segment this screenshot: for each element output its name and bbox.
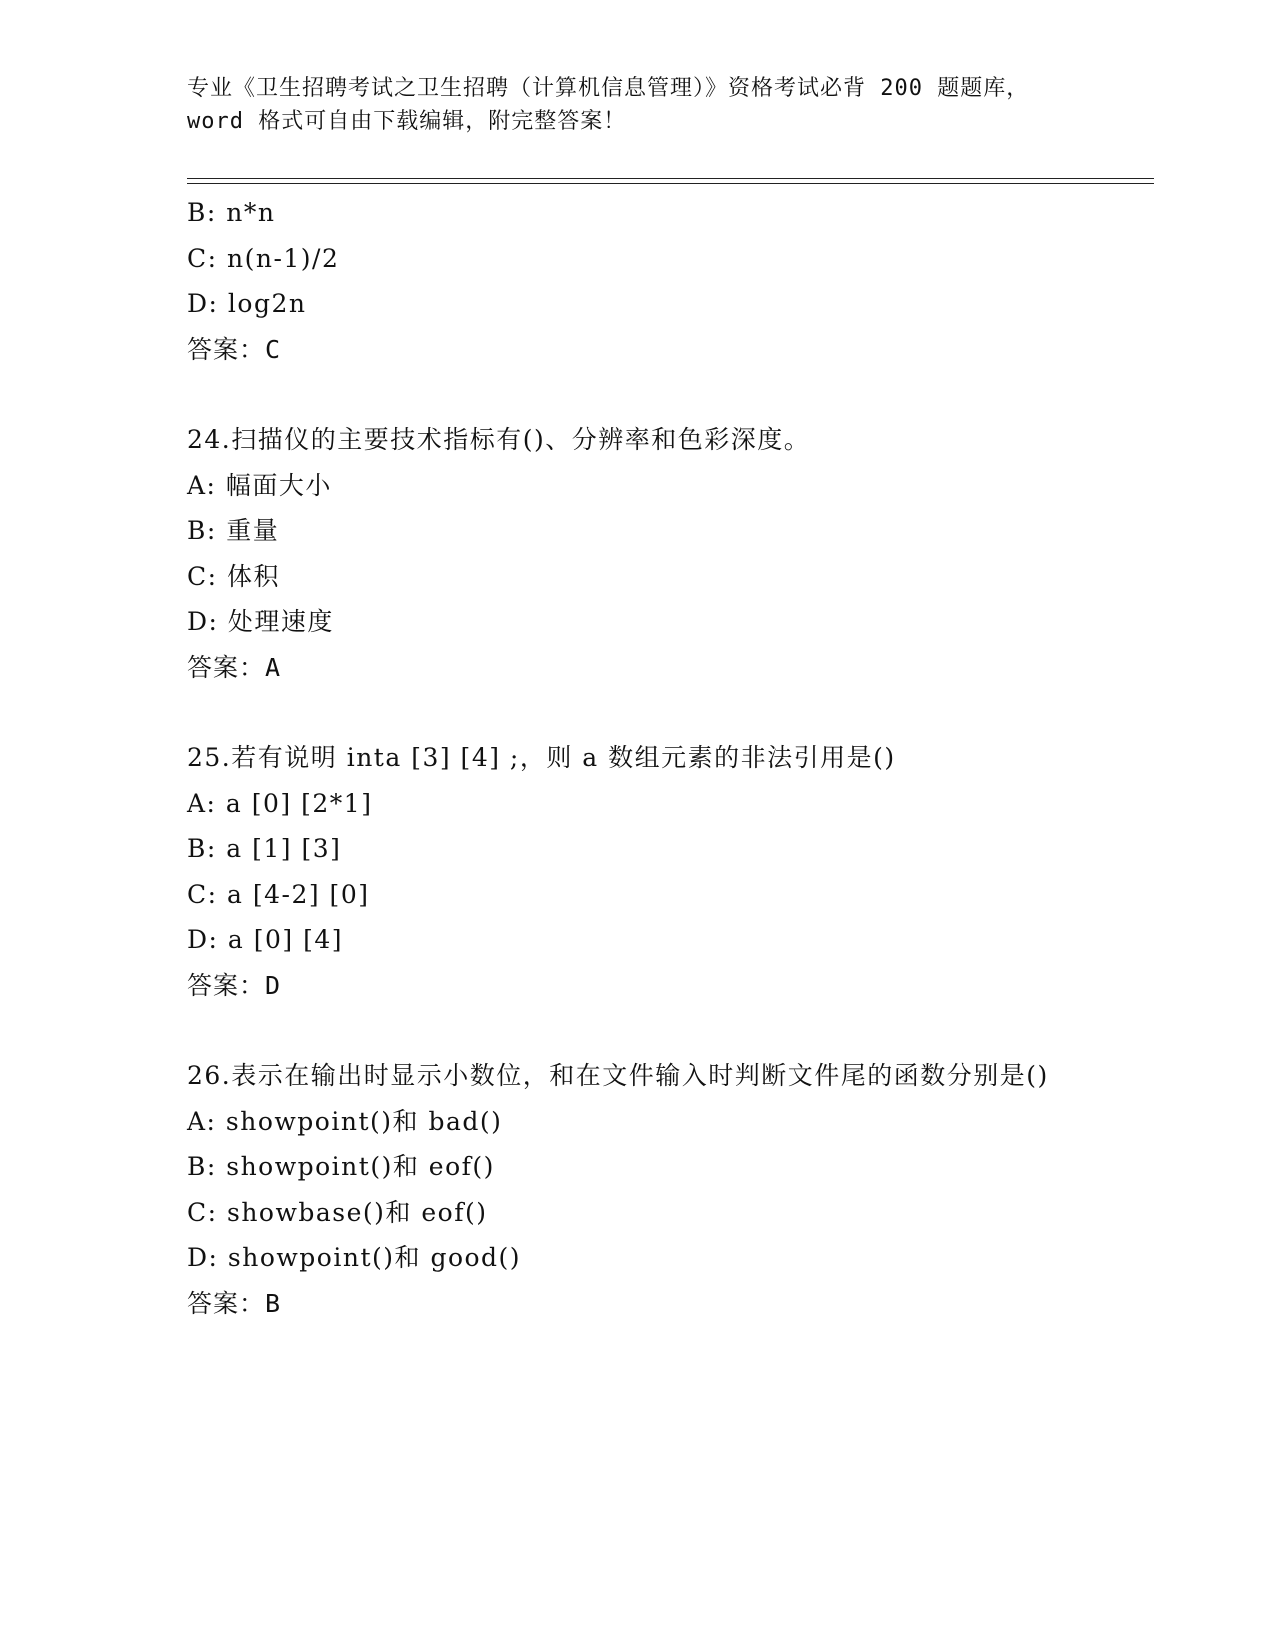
- answer: 答案：A: [187, 652, 282, 682]
- question-25: [187, 735, 1087, 1008]
- header-line-2: word 格式可自由下载编辑，附完整答案！: [187, 109, 627, 134]
- document-body: [187, 190, 1087, 1326]
- option-b: B: n*n: [187, 198, 276, 227]
- question-stem: 26.表示在输出时显示小数位，和在文件输入时判断文件尾的函数分别是(): [187, 1061, 1049, 1090]
- previous-question: [187, 190, 1087, 372]
- header-double-rule: [187, 178, 1154, 184]
- option-b: B: showpoint()和 eof(): [187, 1152, 495, 1181]
- option-a: A: a [0] [2*1]: [187, 788, 373, 818]
- option-b: B: 重量: [187, 516, 280, 545]
- option-a: A: showpoint()和 bad(): [187, 1106, 503, 1136]
- option-d: D: showpoint()和 good(): [187, 1243, 522, 1272]
- question-stem: 25.若有说明 inta [3] [4] ;，则 a 数组元素的非法引用是(): [187, 743, 896, 772]
- answer: 答案：B: [187, 1288, 282, 1318]
- question-24: [187, 417, 1087, 690]
- page-header: [187, 72, 1087, 138]
- question-stem: 24.扫描仪的主要技术指标有()、分辨率和色彩深度。: [187, 425, 811, 454]
- header-line-1: 专业《卫生招聘考试之卫生招聘（计算机信息管理）》资格考试必背 200 题题库，: [187, 76, 1030, 101]
- option-c: C: n(n-1)/2: [187, 243, 340, 273]
- answer: 答案：D: [187, 970, 282, 1000]
- option-c: C: 体积: [187, 561, 280, 591]
- answer: 答案：C: [187, 334, 282, 364]
- option-d: D: a [0] [4]: [187, 925, 344, 954]
- spacer: [187, 1008, 1087, 1053]
- option-c: C: a [4-2] [0]: [187, 879, 370, 909]
- question-26: [187, 1053, 1087, 1326]
- option-b: B: a [1] [3]: [187, 834, 342, 863]
- option-a: A: 幅面大小: [187, 470, 332, 500]
- option-d: D: 处理速度: [187, 607, 334, 636]
- option-c: C: showbase()和 eof(): [187, 1197, 488, 1227]
- spacer: [187, 690, 1087, 735]
- spacer: [187, 372, 1087, 417]
- option-d: D: log2n: [187, 289, 307, 318]
